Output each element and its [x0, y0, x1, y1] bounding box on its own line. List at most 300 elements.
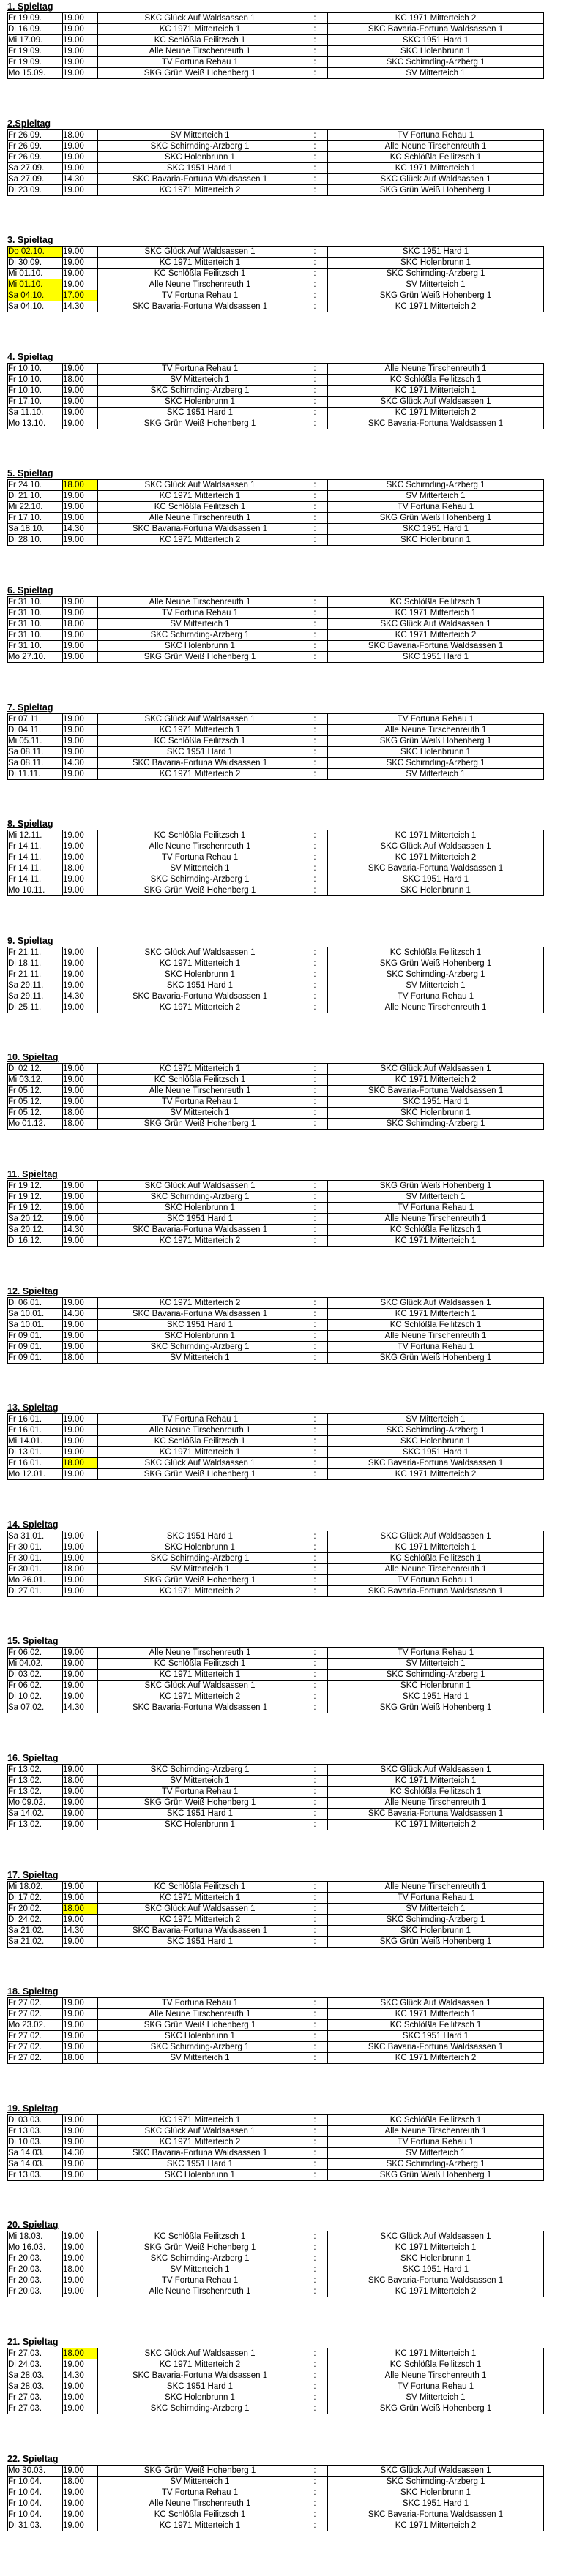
- match-time: 19.00: [63, 1330, 98, 1341]
- fixture-row: [8, 2136, 544, 2147]
- score-separator: :: [302, 173, 328, 184]
- home-team: KC 1971 Mitterteich 1: [98, 2114, 302, 2125]
- away-team: SKC Glück Auf Waldsassen 1: [328, 1297, 544, 1308]
- away-team: SKC Schirnding-Arzberg 1: [328, 480, 544, 491]
- fixtures-table: [7, 2348, 544, 2414]
- home-team: SKC Holenbrunn 1: [98, 1820, 302, 1830]
- fixture-row: [8, 1881, 544, 1892]
- away-team: SKC Holenbrunn 1: [328, 46, 544, 57]
- fixture-row: [8, 374, 544, 385]
- fixture-row: [8, 1998, 544, 2009]
- home-team: Alle Neune Tirschenreuth 1: [98, 279, 302, 290]
- home-team: TV Fortuna Rehau 1: [98, 1097, 302, 1108]
- match-date: Mi 12.11.: [8, 830, 63, 841]
- match-date: Sa 07.02.: [8, 1702, 63, 1713]
- fixture-row: [8, 1563, 544, 1574]
- away-team: SKC Schirnding-Arzberg 1: [328, 1914, 544, 1925]
- score-separator: :: [302, 1203, 328, 1214]
- home-team: TV Fortuna Rehau 1: [98, 1414, 302, 1425]
- match-date: Fr 27.02.: [8, 2009, 63, 2020]
- score-separator: :: [302, 2231, 328, 2242]
- away-team: TV Fortuna Rehau 1: [328, 991, 544, 1002]
- fixture-row: [8, 396, 544, 407]
- match-time: 19.00: [63, 1097, 98, 1108]
- score-separator: :: [302, 1330, 328, 1341]
- away-team: KC 1971 Mitterteich 2: [328, 1820, 544, 1830]
- away-team: SKC Schirnding-Arzberg 1: [328, 2476, 544, 2487]
- match-date: Fr 09.01.: [8, 1341, 63, 1352]
- away-team: KC Schlößla Feilitzsch 1: [328, 1225, 544, 1236]
- match-time: 19.00: [63, 2487, 98, 2498]
- home-team: KC 1971 Mitterteich 2: [98, 1691, 302, 1702]
- away-team: SKC Bavaria-Fortuna Waldsassen 1: [328, 863, 544, 874]
- match-time: 19.00: [63, 958, 98, 969]
- match-time: 19.00: [63, 2158, 98, 2169]
- fixture-row: [8, 1181, 544, 1192]
- away-team: KC 1971 Mitterteich 1: [328, 2009, 544, 2020]
- match-date: Fr 26.09.: [8, 140, 63, 151]
- home-team: Alle Neune Tirschenreuth 1: [98, 2286, 302, 2297]
- score-separator: :: [302, 68, 328, 79]
- home-team: KC 1971 Mitterteich 1: [98, 1447, 302, 1458]
- score-separator: :: [302, 874, 328, 885]
- match-time: 19.00: [63, 1064, 98, 1075]
- match-date: Fr 20.03.: [8, 2264, 63, 2275]
- fixture-row: [8, 1297, 544, 1308]
- fixture-row: [8, 1458, 544, 1469]
- score-separator: :: [302, 2009, 328, 2020]
- match-time: 19.00: [63, 385, 98, 396]
- away-team: KC 1971 Mitterteich 1: [328, 830, 544, 841]
- home-team: SKC Bavaria-Fortuna Waldsassen 1: [98, 301, 302, 312]
- away-team: SKC Holenbrunn 1: [328, 1925, 544, 1936]
- match-date: Di 28.10.: [8, 535, 63, 546]
- match-time: 19.00: [63, 630, 98, 641]
- home-team: SV Mitterteich 1: [98, 129, 302, 140]
- score-separator: :: [302, 524, 328, 535]
- away-team: SKC Glück Auf Waldsassen 1: [328, 173, 544, 184]
- score-separator: :: [302, 258, 328, 269]
- away-team: Alle Neune Tirschenreuth 1: [328, 1214, 544, 1225]
- away-team: Alle Neune Tirschenreuth 1: [328, 724, 544, 735]
- matchday-title: 11. Spieltag: [7, 1169, 58, 1179]
- fixtures-table: [7, 1997, 544, 2064]
- away-team: SKG Grün Weiß Hohenberg 1: [328, 1702, 544, 1713]
- match-time: 19.00: [63, 1681, 98, 1691]
- matchday-title: 5. Spieltag: [7, 468, 53, 479]
- away-team: SKC Schirnding-Arzberg 1: [328, 1119, 544, 1130]
- fixture-row: [8, 1341, 544, 1352]
- home-team: SKC Bavaria-Fortuna Waldsassen 1: [98, 1308, 302, 1319]
- match-date: Fr 20.03.: [8, 2253, 63, 2264]
- match-time: 19.00: [63, 735, 98, 746]
- fixtures-table: [7, 246, 544, 312]
- away-team: TV Fortuna Rehau 1: [328, 2381, 544, 2392]
- away-team: Alle Neune Tirschenreuth 1: [328, 1798, 544, 1809]
- fixture-row: [8, 1648, 544, 1659]
- fixture-row: [8, 1787, 544, 1798]
- matchday-title: 13. Spieltag: [7, 1402, 59, 1413]
- score-separator: :: [302, 1892, 328, 1903]
- score-separator: :: [302, 1681, 328, 1691]
- match-time: 19.00: [63, 1297, 98, 1308]
- matchday-title: 17. Spieltag: [7, 1869, 59, 1880]
- away-team: SKC 1951 Hard 1: [328, 2264, 544, 2275]
- match-time: 19.00: [63, 1414, 98, 1425]
- home-team: Alle Neune Tirschenreuth 1: [98, 46, 302, 57]
- match-date: Fr 31.10.: [8, 630, 63, 641]
- home-team: KC 1971 Mitterteich 1: [98, 1064, 302, 1075]
- away-team: SKC Glück Auf Waldsassen 1: [328, 1064, 544, 1075]
- home-team: Alle Neune Tirschenreuth 1: [98, 841, 302, 852]
- fixture-row: [8, 2381, 544, 2392]
- match-date: Fr 30.01.: [8, 1542, 63, 1552]
- match-date: Mi 05.11.: [8, 735, 63, 746]
- match-time: 19.00: [63, 2125, 98, 2136]
- match-time: 18.00: [63, 129, 98, 140]
- score-separator: :: [302, 247, 328, 258]
- matchday-title: 2.Spieltag: [7, 118, 51, 129]
- away-team: SKC Glück Auf Waldsassen 1: [328, 1998, 544, 2009]
- away-team: TV Fortuna Rehau 1: [328, 1203, 544, 1214]
- fixture-row: [8, 1086, 544, 1097]
- away-team: KC Schlößla Feilitzsch 1: [328, 597, 544, 608]
- fixture-row: [8, 863, 544, 874]
- score-separator: :: [302, 1108, 328, 1119]
- home-team: KC Schlößla Feilitzsch 1: [98, 1881, 302, 1892]
- score-separator: :: [302, 2264, 328, 2275]
- away-team: SV Mitterteich 1: [328, 2147, 544, 2158]
- score-separator: :: [302, 991, 328, 1002]
- fixture-row: [8, 480, 544, 491]
- fixture-row: [8, 1574, 544, 1585]
- fixture-row: [8, 13, 544, 24]
- home-team: SKG Grün Weiß Hohenberg 1: [98, 68, 302, 79]
- match-time: 19.00: [63, 363, 98, 374]
- home-team: SKG Grün Weiß Hohenberg 1: [98, 2020, 302, 2031]
- home-team: SKC Schirnding-Arzberg 1: [98, 874, 302, 885]
- match-time: 19.00: [63, 830, 98, 841]
- score-separator: :: [302, 1097, 328, 1108]
- fixture-row: [8, 1352, 544, 1363]
- score-separator: :: [302, 35, 328, 46]
- match-time: 18.00: [63, 619, 98, 630]
- fixtures-table: [7, 2114, 544, 2181]
- match-time: 19.00: [63, 1574, 98, 1585]
- fixtures-table: [7, 1531, 544, 1597]
- fixture-row: [8, 1914, 544, 1925]
- score-separator: :: [302, 2242, 328, 2253]
- match-date: Di 16.12.: [8, 1236, 63, 1247]
- match-date: Di 30.09.: [8, 258, 63, 269]
- home-team: SKC Glück Auf Waldsassen 1: [98, 2348, 302, 2359]
- match-date: Sa 10.01.: [8, 1319, 63, 1330]
- score-separator: :: [302, 1914, 328, 1925]
- away-team: SKC Glück Auf Waldsassen 1: [328, 841, 544, 852]
- score-separator: :: [302, 1236, 328, 1247]
- match-date: Mi 14.01.: [8, 1436, 63, 1447]
- match-time: 19.00: [63, 2465, 98, 2476]
- score-separator: :: [302, 2370, 328, 2381]
- fixture-row: [8, 2286, 544, 2297]
- fixture-row: [8, 768, 544, 779]
- home-team: SKC Glück Auf Waldsassen 1: [98, 13, 302, 24]
- match-time: 19.00: [63, 2509, 98, 2520]
- fixture-row: [8, 407, 544, 418]
- matchday-title: 22. Spieltag: [7, 2453, 59, 2464]
- home-team: Alle Neune Tirschenreuth 1: [98, 1648, 302, 1659]
- score-separator: :: [302, 46, 328, 57]
- match-date: Fr 13.03.: [8, 2125, 63, 2136]
- away-team: SKG Grün Weiß Hohenberg 1: [328, 184, 544, 195]
- match-time: 19.00: [63, 46, 98, 57]
- match-date: Fr 17.10.: [8, 513, 63, 524]
- match-date: Di 24.02.: [8, 1914, 63, 1925]
- matchday-title: 9. Spieltag: [7, 935, 53, 946]
- home-team: KC 1971 Mitterteich 1: [98, 24, 302, 35]
- fixtures-table: [7, 2231, 544, 2297]
- match-time: 19.00: [63, 1341, 98, 1352]
- match-time: 18.00: [63, 863, 98, 874]
- fixture-row: [8, 2031, 544, 2042]
- score-separator: :: [302, 385, 328, 396]
- match-date: Di 17.02.: [8, 1892, 63, 1903]
- match-date: Sa 11.10.: [8, 407, 63, 418]
- fixture-row: [8, 2158, 544, 2169]
- match-time: 19.00: [63, 2381, 98, 2392]
- score-separator: :: [302, 1297, 328, 1308]
- score-separator: :: [302, 1319, 328, 1330]
- fixture-row: [8, 46, 544, 57]
- home-team: SKC 1951 Hard 1: [98, 2158, 302, 2169]
- score-separator: :: [302, 863, 328, 874]
- match-date: Mo 12.01.: [8, 1469, 63, 1480]
- fixture-row: [8, 162, 544, 173]
- home-team: KC Schlößla Feilitzsch 1: [98, 830, 302, 841]
- match-date: Mi 18.02.: [8, 1881, 63, 1892]
- score-separator: :: [302, 958, 328, 969]
- home-team: SV Mitterteich 1: [98, 1563, 302, 1574]
- away-team: KC 1971 Mitterteich 1: [328, 608, 544, 619]
- match-date: Fr 21.11.: [8, 969, 63, 980]
- fixture-row: [8, 2498, 544, 2509]
- home-team: SKC 1951 Hard 1: [98, 1531, 302, 1542]
- away-team: TV Fortuna Rehau 1: [328, 502, 544, 513]
- fixture-row: [8, 1225, 544, 1236]
- match-date: Fr 19.09.: [8, 13, 63, 24]
- score-separator: :: [302, 852, 328, 863]
- home-team: TV Fortuna Rehau 1: [98, 290, 302, 301]
- matchday-title: 4. Spieltag: [7, 351, 53, 362]
- away-team: KC 1971 Mitterteich 2: [328, 301, 544, 312]
- fixture-row: [8, 1552, 544, 1563]
- match-date: Sa 10.01.: [8, 1308, 63, 1319]
- match-date: Fr 10.10.: [8, 363, 63, 374]
- score-separator: :: [302, 1903, 328, 1914]
- home-team: Alle Neune Tirschenreuth 1: [98, 2498, 302, 2509]
- match-time: 19.00: [63, 1086, 98, 1097]
- home-team: SKC Holenbrunn 1: [98, 2031, 302, 2042]
- score-separator: :: [302, 1670, 328, 1681]
- fixture-row: [8, 1903, 544, 1914]
- match-date: Fr 24.10.: [8, 480, 63, 491]
- home-team: SV Mitterteich 1: [98, 1108, 302, 1119]
- match-date: Fr 10.10.: [8, 385, 63, 396]
- match-time: 17.00: [63, 290, 98, 301]
- match-date: Fr 13.02.: [8, 1787, 63, 1798]
- fixture-row: [8, 1670, 544, 1681]
- match-date: Di 10.03.: [8, 2136, 63, 2147]
- score-separator: :: [302, 2359, 328, 2370]
- match-time: 19.00: [63, 1203, 98, 1214]
- match-time: 19.00: [63, 1670, 98, 1681]
- match-date: Fr 19.12.: [8, 1203, 63, 1214]
- home-team: SKC Glück Auf Waldsassen 1: [98, 947, 302, 958]
- matchday-title: 15. Spieltag: [7, 1636, 59, 1647]
- match-date: Mo 26.01.: [8, 1574, 63, 1585]
- fixture-row: [8, 184, 544, 195]
- match-time: 19.00: [63, 184, 98, 195]
- home-team: TV Fortuna Rehau 1: [98, 363, 302, 374]
- fixtures-table: [7, 2465, 544, 2531]
- match-date: Fr 19.12.: [8, 1181, 63, 1192]
- away-team: Alle Neune Tirschenreuth 1: [328, 1881, 544, 1892]
- match-time: 18.00: [63, 1352, 98, 1363]
- match-time: 19.00: [63, 768, 98, 779]
- match-date: Di 23.09.: [8, 184, 63, 195]
- away-team: SV Mitterteich 1: [328, 1192, 544, 1203]
- match-date: Sa 20.12.: [8, 1225, 63, 1236]
- score-separator: :: [302, 502, 328, 513]
- away-team: SKC Glück Auf Waldsassen 1: [328, 2231, 544, 2242]
- match-date: Mo 01.12.: [8, 1119, 63, 1130]
- match-time: 19.00: [63, 713, 98, 724]
- fixture-row: [8, 2242, 544, 2253]
- match-time: 19.00: [63, 1075, 98, 1086]
- home-team: TV Fortuna Rehau 1: [98, 852, 302, 863]
- home-team: KC 1971 Mitterteich 2: [98, 535, 302, 546]
- match-date: Fr 13.02.: [8, 1765, 63, 1776]
- fixture-row: [8, 1542, 544, 1552]
- match-time: 19.00: [63, 1585, 98, 1596]
- matchday-title: 16. Spieltag: [7, 1753, 59, 1763]
- match-time: 19.00: [63, 969, 98, 980]
- away-team: SKC Holenbrunn 1: [328, 1108, 544, 1119]
- match-date: Di 27.01.: [8, 1585, 63, 1596]
- match-date: Di 11.11.: [8, 768, 63, 779]
- home-team: SKG Grün Weiß Hohenberg 1: [98, 2465, 302, 2476]
- away-team: SKC Holenbrunn 1: [328, 746, 544, 757]
- home-team: SKC 1951 Hard 1: [98, 1319, 302, 1330]
- fixture-row: [8, 1447, 544, 1458]
- score-separator: :: [302, 279, 328, 290]
- away-team: SKG Grün Weiß Hohenberg 1: [328, 1352, 544, 1363]
- fixture-row: [8, 713, 544, 724]
- match-date: Fr 10.04.: [8, 2487, 63, 2498]
- score-separator: :: [302, 1776, 328, 1787]
- match-date: Mo 30.03.: [8, 2465, 63, 2476]
- fixture-row: [8, 247, 544, 258]
- away-team: SKC Bavaria-Fortuna Waldsassen 1: [328, 641, 544, 652]
- match-date: Di 21.10.: [8, 491, 63, 502]
- match-time: 14.30: [63, 1308, 98, 1319]
- match-time: 14.30: [63, 524, 98, 535]
- match-time: 19.00: [63, 2275, 98, 2286]
- fixture-row: [8, 2520, 544, 2531]
- match-time: 18.00: [63, 1776, 98, 1787]
- fixture-row: [8, 2370, 544, 2381]
- away-team: KC Schlößla Feilitzsch 1: [328, 947, 544, 958]
- fixture-row: [8, 1681, 544, 1691]
- away-team: SKC Glück Auf Waldsassen 1: [328, 1765, 544, 1776]
- fixture-row: [8, 173, 544, 184]
- fixture-row: [8, 502, 544, 513]
- away-team: SKC Holenbrunn 1: [328, 535, 544, 546]
- match-date: Do 02.10.: [8, 247, 63, 258]
- match-date: Fr 16.01.: [8, 1414, 63, 1425]
- fixture-row: [8, 2465, 544, 2476]
- home-team: SKC Holenbrunn 1: [98, 151, 302, 162]
- match-time: 19.00: [63, 2359, 98, 2370]
- score-separator: :: [302, 2381, 328, 2392]
- score-separator: :: [302, 363, 328, 374]
- away-team: KC 1971 Mitterteich 2: [328, 2520, 544, 2531]
- match-time: 19.00: [63, 746, 98, 757]
- match-date: Mi 04.02.: [8, 1659, 63, 1670]
- away-team: KC 1971 Mitterteich 1: [328, 1308, 544, 1319]
- score-separator: :: [302, 1225, 328, 1236]
- away-team: KC 1971 Mitterteich 2: [328, 13, 544, 24]
- away-team: SKC 1951 Hard 1: [328, 1447, 544, 1458]
- fixture-row: [8, 1192, 544, 1203]
- fixture-row: [8, 608, 544, 619]
- match-date: Di 06.01.: [8, 1297, 63, 1308]
- home-team: SKG Grün Weiß Hohenberg 1: [98, 652, 302, 663]
- score-separator: :: [302, 757, 328, 768]
- match-date: Mo 23.02.: [8, 2020, 63, 2031]
- match-time: 19.00: [63, 841, 98, 852]
- match-date: Fr 31.10.: [8, 619, 63, 630]
- fixture-row: [8, 1425, 544, 1436]
- match-date: Sa 28.03.: [8, 2381, 63, 2392]
- fixture-row: [8, 735, 544, 746]
- home-team: SKC Holenbrunn 1: [98, 969, 302, 980]
- score-separator: :: [302, 140, 328, 151]
- away-team: KC 1971 Mitterteich 2: [328, 2286, 544, 2297]
- fixtures-table: [7, 1881, 544, 1948]
- fixture-row: [8, 269, 544, 279]
- score-separator: :: [302, 1469, 328, 1480]
- fixtures-table: [7, 1413, 544, 1480]
- match-time: 19.00: [63, 2253, 98, 2264]
- match-time: 18.00: [63, 1458, 98, 1469]
- away-team: KC 1971 Mitterteich 1: [328, 1236, 544, 1247]
- score-separator: :: [302, 768, 328, 779]
- match-date: Mi 03.12.: [8, 1075, 63, 1086]
- home-team: SKC 1951 Hard 1: [98, 162, 302, 173]
- score-separator: :: [302, 1075, 328, 1086]
- score-separator: :: [302, 1531, 328, 1542]
- away-team: SKG Grün Weiß Hohenberg 1: [328, 513, 544, 524]
- match-date: Fr 27.03.: [8, 2392, 63, 2403]
- match-time: 19.00: [63, 1469, 98, 1480]
- home-team: SKG Grün Weiß Hohenberg 1: [98, 1574, 302, 1585]
- match-date: Fr 16.01.: [8, 1425, 63, 1436]
- fixture-row: [8, 1809, 544, 1820]
- fixture-row: [8, 2509, 544, 2520]
- match-date: Sa 21.02.: [8, 1925, 63, 1936]
- match-time: 19.00: [63, 1236, 98, 1247]
